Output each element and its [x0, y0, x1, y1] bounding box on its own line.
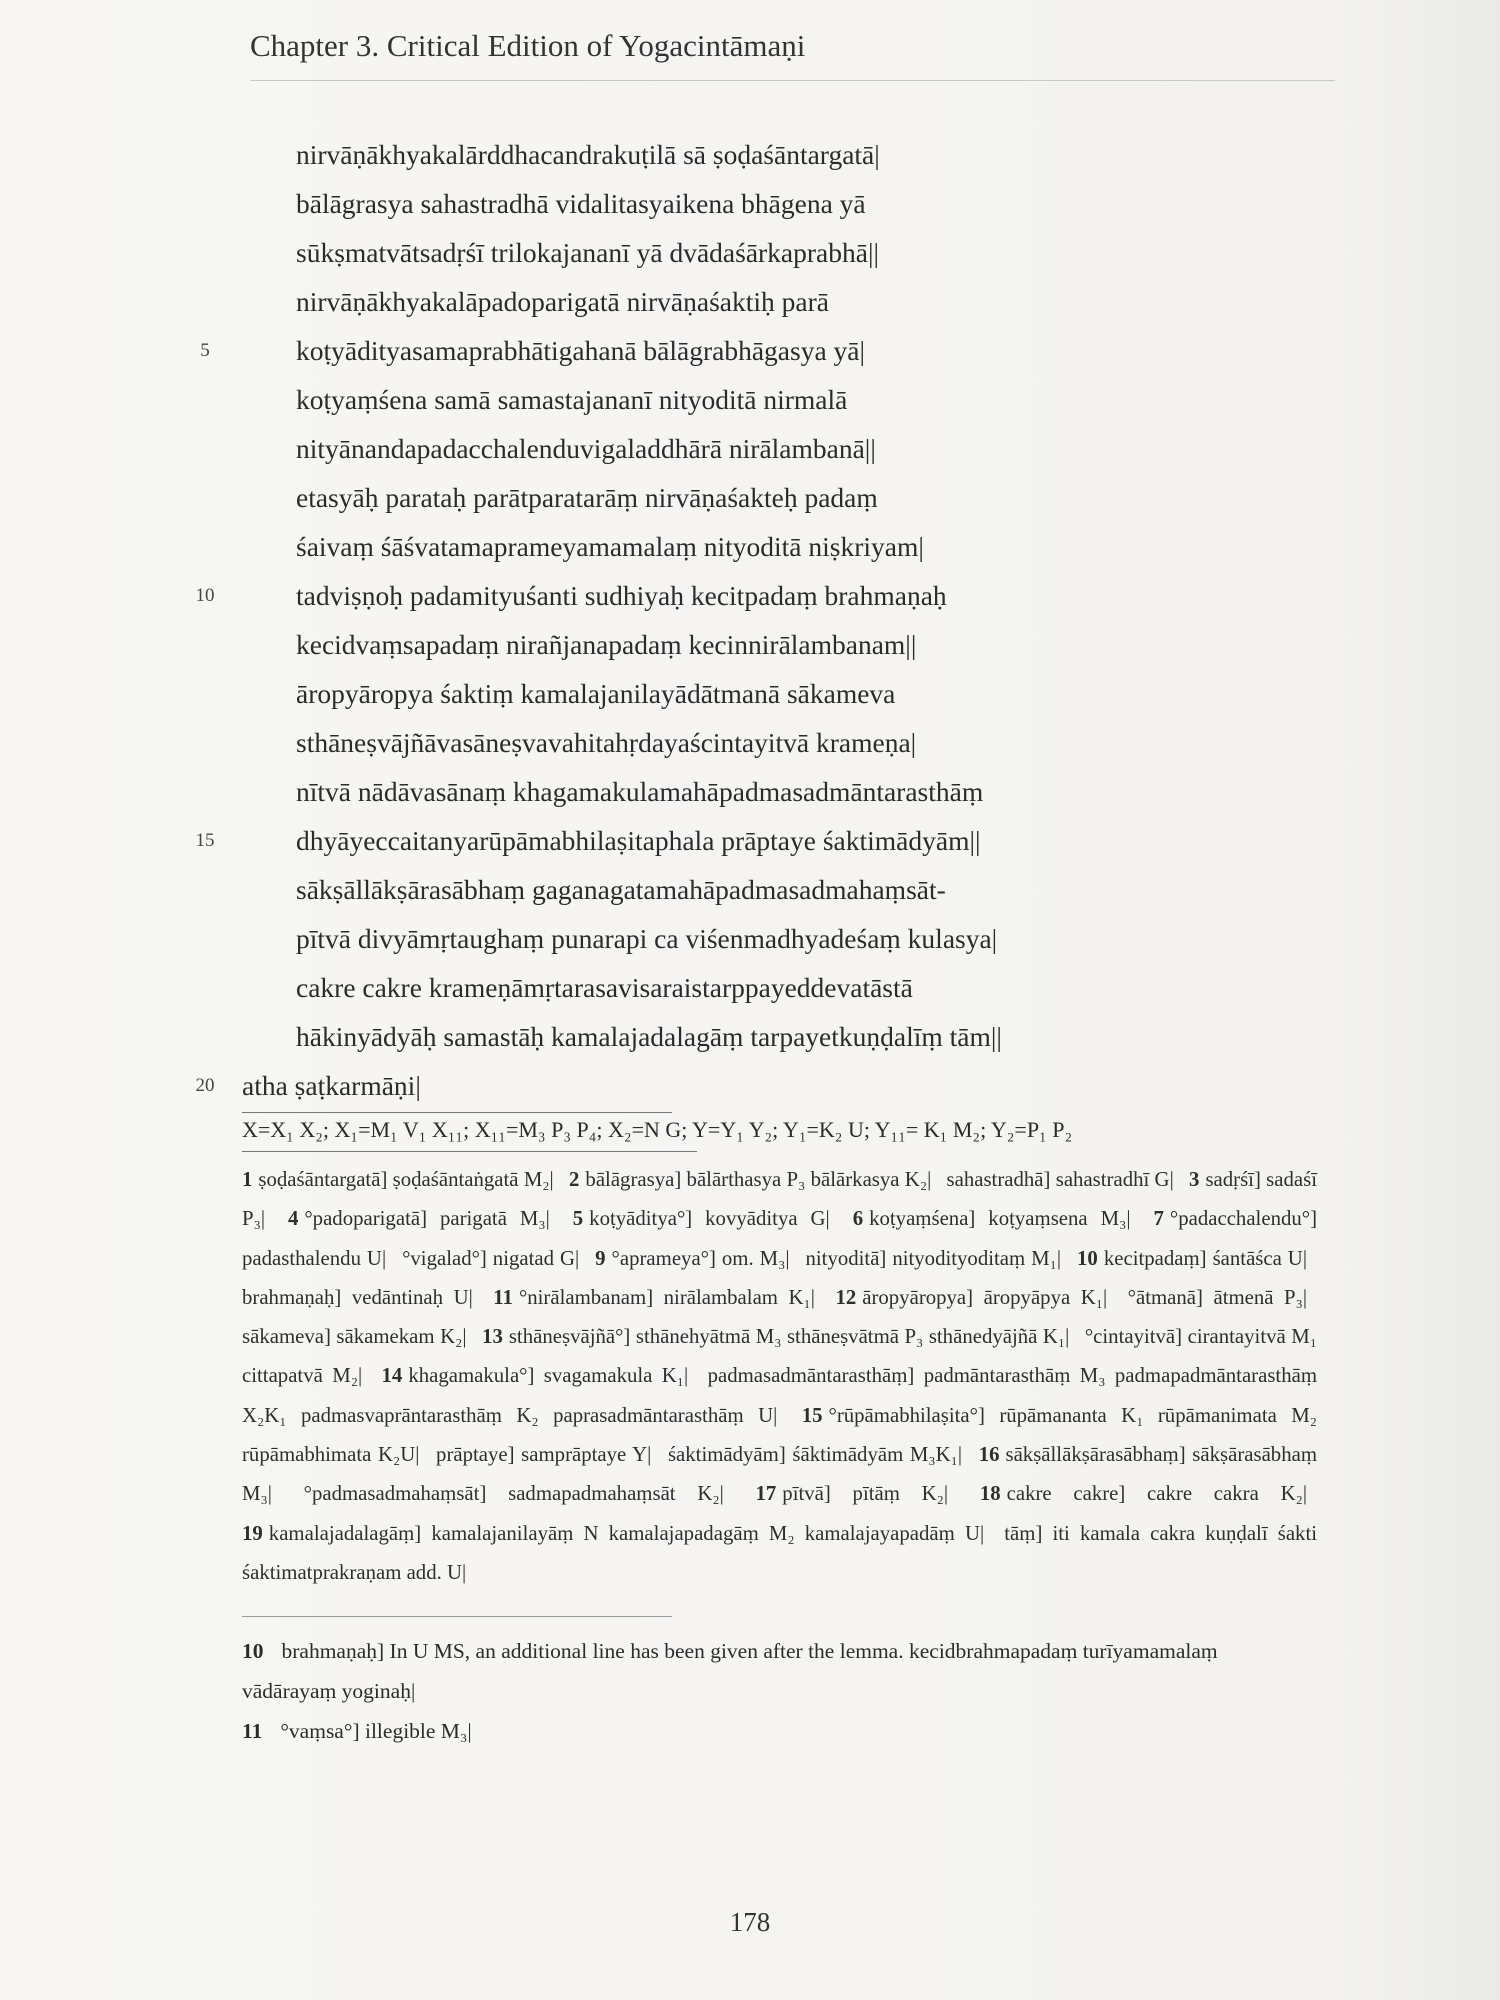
apparatus-line-ref: 12	[835, 1285, 857, 1309]
verse-line	[0, 571, 1500, 620]
verse-line	[0, 326, 1500, 375]
footnotes	[242, 1631, 1317, 1751]
footnote-text: brahmaṇaḥ] In U MS, an additional line has been given after the lemma. kecidbrahmapadaṃ turīyamamalaṃ vādārayaṃ yoginaḥ|	[242, 1639, 1218, 1704]
verse-line	[0, 914, 1500, 963]
verse-line-text: tadviṣṇoḥ padamityuśanti sudhiyaḥ kecitpadaṃ brahmaṇaḥ	[296, 580, 947, 611]
apparatus-reading: kecitpadaṃ] śantāśca U|	[1103, 1246, 1307, 1270]
apparatus-line-ref: 9	[595, 1246, 606, 1270]
apparatus-reading: prāptaye] samprāptaye Y|	[436, 1443, 652, 1467]
apparatus-reading: tāṃ] iti kamala cakra kuṇḍalī śakti śaktimatprakraṇam add. U|	[242, 1521, 1318, 1584]
apparatus-entry	[569, 1168, 941, 1191]
apparatus-entry	[853, 1207, 1141, 1230]
verse-line-text: nirvāṇākhyakalāpadoparigatā nirvāṇaśaktiḥ parā	[296, 286, 829, 317]
line-number: 15	[195, 830, 215, 851]
verse-line-text: nityānandapadacchalenduvigaladdhārā nirālambanā||	[296, 433, 876, 464]
verse-line	[0, 718, 1500, 767]
verse-line	[0, 963, 1500, 1012]
apparatus-line-ref: 13	[482, 1325, 503, 1349]
apparatus-reading: °cintayitvā] cirantayitvā M₁ cittapatvā M₂|	[242, 1325, 1317, 1388]
apparatus-entry	[756, 1482, 959, 1505]
apparatus-reading: āropyāropya] āropyāpya K₁|	[862, 1285, 1108, 1309]
verse-line	[0, 228, 1500, 277]
apparatus-entry	[436, 1443, 661, 1466]
apparatus-entry	[242, 1325, 477, 1348]
sigla-text: X=X₁ X₂; X₁=M₁ V₁ X₁₁; X₁₁=M₃ P₃ P₄; X₂=N G; Y=Y₁ Y₂; Y₁=K₂ U; Y₁₁= K₁ M₂; Y₂=P₁ P₂	[242, 1117, 1073, 1142]
apparatus-reading: cakre cakre] cakre cakra K₂|	[1006, 1482, 1307, 1506]
apparatus-entry	[806, 1247, 1072, 1270]
verse-line	[0, 424, 1500, 473]
apparatus-line-ref: 1	[242, 1168, 253, 1191]
apparatus-entry	[402, 1247, 589, 1270]
apparatus-reading: °rūpāmabhilaṣita°] rūpāmananta K₁ rūpāmanimata M₂ rūpāmabhimata K₂U|	[242, 1403, 1318, 1467]
apparatus-line-ref: 2	[569, 1168, 580, 1191]
verse-line-text: kecidvaṃsapadaṃ nirañjanapadaṃ kecinnirālambanam||	[296, 629, 917, 660]
apparatus-line-ref: 5	[572, 1207, 584, 1231]
apparatus-entry	[482, 1325, 1079, 1348]
footnote-entry	[242, 1711, 1317, 1751]
apparatus-entry	[242, 1168, 564, 1191]
apparatus-reading: °ātmanā] ātmenā P₃|	[1127, 1285, 1308, 1309]
apparatus-entry	[980, 1482, 1317, 1505]
verse-line-text: etasyāḥ parataḥ parātparatarāṃ nirvāṇaśakteḥ padaṃ	[296, 482, 878, 513]
verse-line-text: pītvā divyāmṛtaughaṃ punarapi ca viśenmadhyadeśaṃ kulasya|	[296, 923, 998, 954]
running-header: Chapter 3. Critical Edition of Yogacintāmaṇi	[250, 28, 1335, 81]
footnote-number: 11	[242, 1719, 263, 1744]
apparatus-reading: sthāneṣvājñā°] sthānehyātmā M₃ sthāneṣvātmā P₃ sthānedyājñā K₁|	[508, 1325, 1070, 1349]
verse-text	[0, 130, 1500, 1110]
verse-line	[0, 1061, 1500, 1110]
apparatus-entry	[304, 1482, 734, 1505]
page-edge-shadow	[1340, 0, 1500, 2000]
verse-line	[0, 816, 1500, 865]
page-number: 178	[729, 1907, 771, 1937]
variant-readings	[242, 1160, 1317, 1592]
verse-line-text: āropyāropya śaktiṃ kamalajanilayādātmanā sākameva	[296, 678, 896, 709]
verse-line-text: sūkṣmatvātsadṛśī trilokajananī yā dvādaśārkaprabhā||	[296, 237, 879, 268]
apparatus-entry	[947, 1168, 1184, 1191]
apparatus-line-ref: 15	[801, 1403, 823, 1427]
apparatus-reading: pītvā] pītāṃ K₂|	[782, 1482, 949, 1506]
apparatus-reading: koṭyaṃśena] koṭyaṃsena M₃|	[869, 1207, 1131, 1231]
verse-line-text: bālāgrasya sahastradhā vidalitasyaikena bhāgena yā	[296, 188, 866, 219]
verse-line-text: sthāneṣvājñāvasāneṣvavahitahṛdayaścintayitvā krameṇa|	[296, 727, 917, 758]
critical-apparatus	[242, 1112, 1317, 1751]
apparatus-reading: padmasadmāntarasthāṃ] padmāntarasthāṃ M₃ padmapadmāntarasthāṃ X₂K₁ padmasvaprāntarasthāṃ K₂ paprasadmāntarasthāṃ U|	[242, 1364, 1318, 1427]
line-number: 20	[195, 1075, 215, 1096]
apparatus-reading: sākameva] sākamekam K₂|	[242, 1325, 467, 1349]
apparatus-reading: kamalajadalagāṃ] kamalajanilayāṃ N kamalajapadagāṃ M₂ kamalajayapadāṃ U|	[268, 1521, 985, 1545]
apparatus-entry	[1128, 1286, 1317, 1309]
verse-line-text: atha ṣaṭkarmāṇi|	[242, 1070, 421, 1101]
apparatus-entry	[573, 1207, 840, 1230]
apparatus-reading: °aprameya°] om. M₃|	[611, 1246, 790, 1270]
apparatus-line-ref: 17	[755, 1482, 777, 1506]
apparatus-line-ref: 7	[1153, 1207, 1164, 1231]
footnote-divider	[242, 1616, 672, 1617]
apparatus-entry	[493, 1286, 825, 1309]
apparatus-reading: sadṛśī] sadaśī P₃|	[242, 1168, 1317, 1231]
apparatus-reading: brahmaṇaḥ] vedāntinaḥ U|	[242, 1285, 473, 1309]
verse-line	[0, 375, 1500, 424]
apparatus-reading: nityoditā] nityodityoditaṃ M₁|	[805, 1246, 1062, 1270]
verse-line-text: koṭyādityasamaprabhātigahanā bālāgrabhāgasya yā|	[296, 335, 866, 366]
verse-line	[0, 522, 1500, 571]
verse-line-text: hākinyādyāḥ samastāḥ kamalajadalagāṃ tarpayetkuṇḍalīṃ tām||	[296, 1021, 1002, 1052]
apparatus-reading: °nirālambanam] nirālambalam K₁|	[518, 1285, 815, 1309]
apparatus-reading: khagamakula°] svagamakula K₁|	[408, 1364, 689, 1388]
apparatus-entry	[242, 1286, 483, 1309]
verse-line-text: nītvā nādāvasānaṃ khagamakulamahāpadmasadmāntarasthāṃ	[296, 776, 984, 807]
apparatus-entry	[242, 1522, 994, 1545]
apparatus-reading: sahastradhā] sahastradhī G|	[946, 1168, 1174, 1191]
verse-line	[0, 1012, 1500, 1061]
verse-line-text: dhyāyeccaitanyarūpāmabhilaṣitaphala prāptaye śaktimādyām||	[296, 825, 981, 856]
sigla-line	[242, 1113, 1073, 1152]
apparatus-line-ref: 18	[979, 1482, 1001, 1506]
apparatus-reading: °padoparigatā] parigatā M₃|	[304, 1207, 550, 1231]
apparatus-entry	[668, 1443, 972, 1466]
apparatus-reading: °vigalad°] nigatad G|	[402, 1246, 580, 1270]
apparatus-entry	[288, 1207, 560, 1230]
apparatus-entry	[382, 1364, 699, 1387]
verse-line-text: sākṣāllākṣārasābhaṃ gaganagatamahāpadmasadmahaṃsāt-	[296, 874, 946, 905]
verse-line	[0, 277, 1500, 326]
apparatus-reading: śaktimādyām] śāktimādyām M₃K₁|	[667, 1443, 963, 1467]
apparatus-line-ref: 10	[1077, 1246, 1098, 1270]
verse-line	[0, 620, 1500, 669]
verse-line	[0, 179, 1500, 228]
footnote-number: 10	[242, 1639, 264, 1664]
verse-line-text: nirvāṇākhyakalārddhacandrakuṭilā sā ṣoḍaśāntargatā|	[296, 139, 880, 170]
apparatus-line-ref: 14	[381, 1364, 403, 1388]
footnote-text: °vaṃsa°] illegible M₃|	[280, 1719, 472, 1744]
verse-line	[0, 669, 1500, 718]
verse-line-text: koṭyaṃśena samā samastajananī nityoditā nirmalā	[296, 384, 848, 415]
apparatus-reading: °padmasadmahaṃsāt] sadmapadmahaṃsāt K₂|	[303, 1482, 724, 1506]
apparatus-line-ref: 16	[978, 1443, 1000, 1467]
apparatus-reading: bālāgrasya] bālārthasya P₃ bālārkasya K₂|	[585, 1168, 932, 1191]
apparatus-line-ref: 4	[287, 1207, 299, 1231]
apparatus-reading: °padacchalendu°] padasthalendu U|	[242, 1207, 1318, 1270]
line-number: 10	[195, 585, 215, 606]
verse-line	[0, 865, 1500, 914]
apparatus-line-ref: 3	[1189, 1168, 1200, 1191]
verse-line	[0, 767, 1500, 816]
apparatus-line-ref: 6	[852, 1207, 864, 1231]
verse-line-text: cakre cakre krameṇāmṛtarasavisaraistarppayeddevatāstā	[296, 972, 913, 1003]
apparatus-reading: sākṣāllākṣārasābhaṃ] sākṣārasābhaṃ M₃|	[242, 1443, 1317, 1506]
apparatus-line-ref: 19	[242, 1521, 263, 1545]
apparatus-line-ref: 11	[493, 1285, 513, 1309]
verse-line	[0, 130, 1500, 179]
footnote-entry	[242, 1631, 1317, 1711]
apparatus-reading: koṭyāditya°] kovyāditya G|	[589, 1207, 830, 1231]
verse-line-text: śaivaṃ śāśvatamaprameyamamalaṃ nityoditā niṣkriyam|	[296, 531, 924, 562]
verse-line	[0, 473, 1500, 522]
apparatus-entry	[1077, 1247, 1317, 1270]
apparatus-entry	[835, 1286, 1117, 1309]
apparatus-reading: ṣoḍaśāntargatā] ṣoḍaśāntaṅgatā M₂|	[258, 1168, 554, 1191]
line-number: 5	[200, 340, 210, 361]
apparatus-entry	[595, 1247, 799, 1270]
